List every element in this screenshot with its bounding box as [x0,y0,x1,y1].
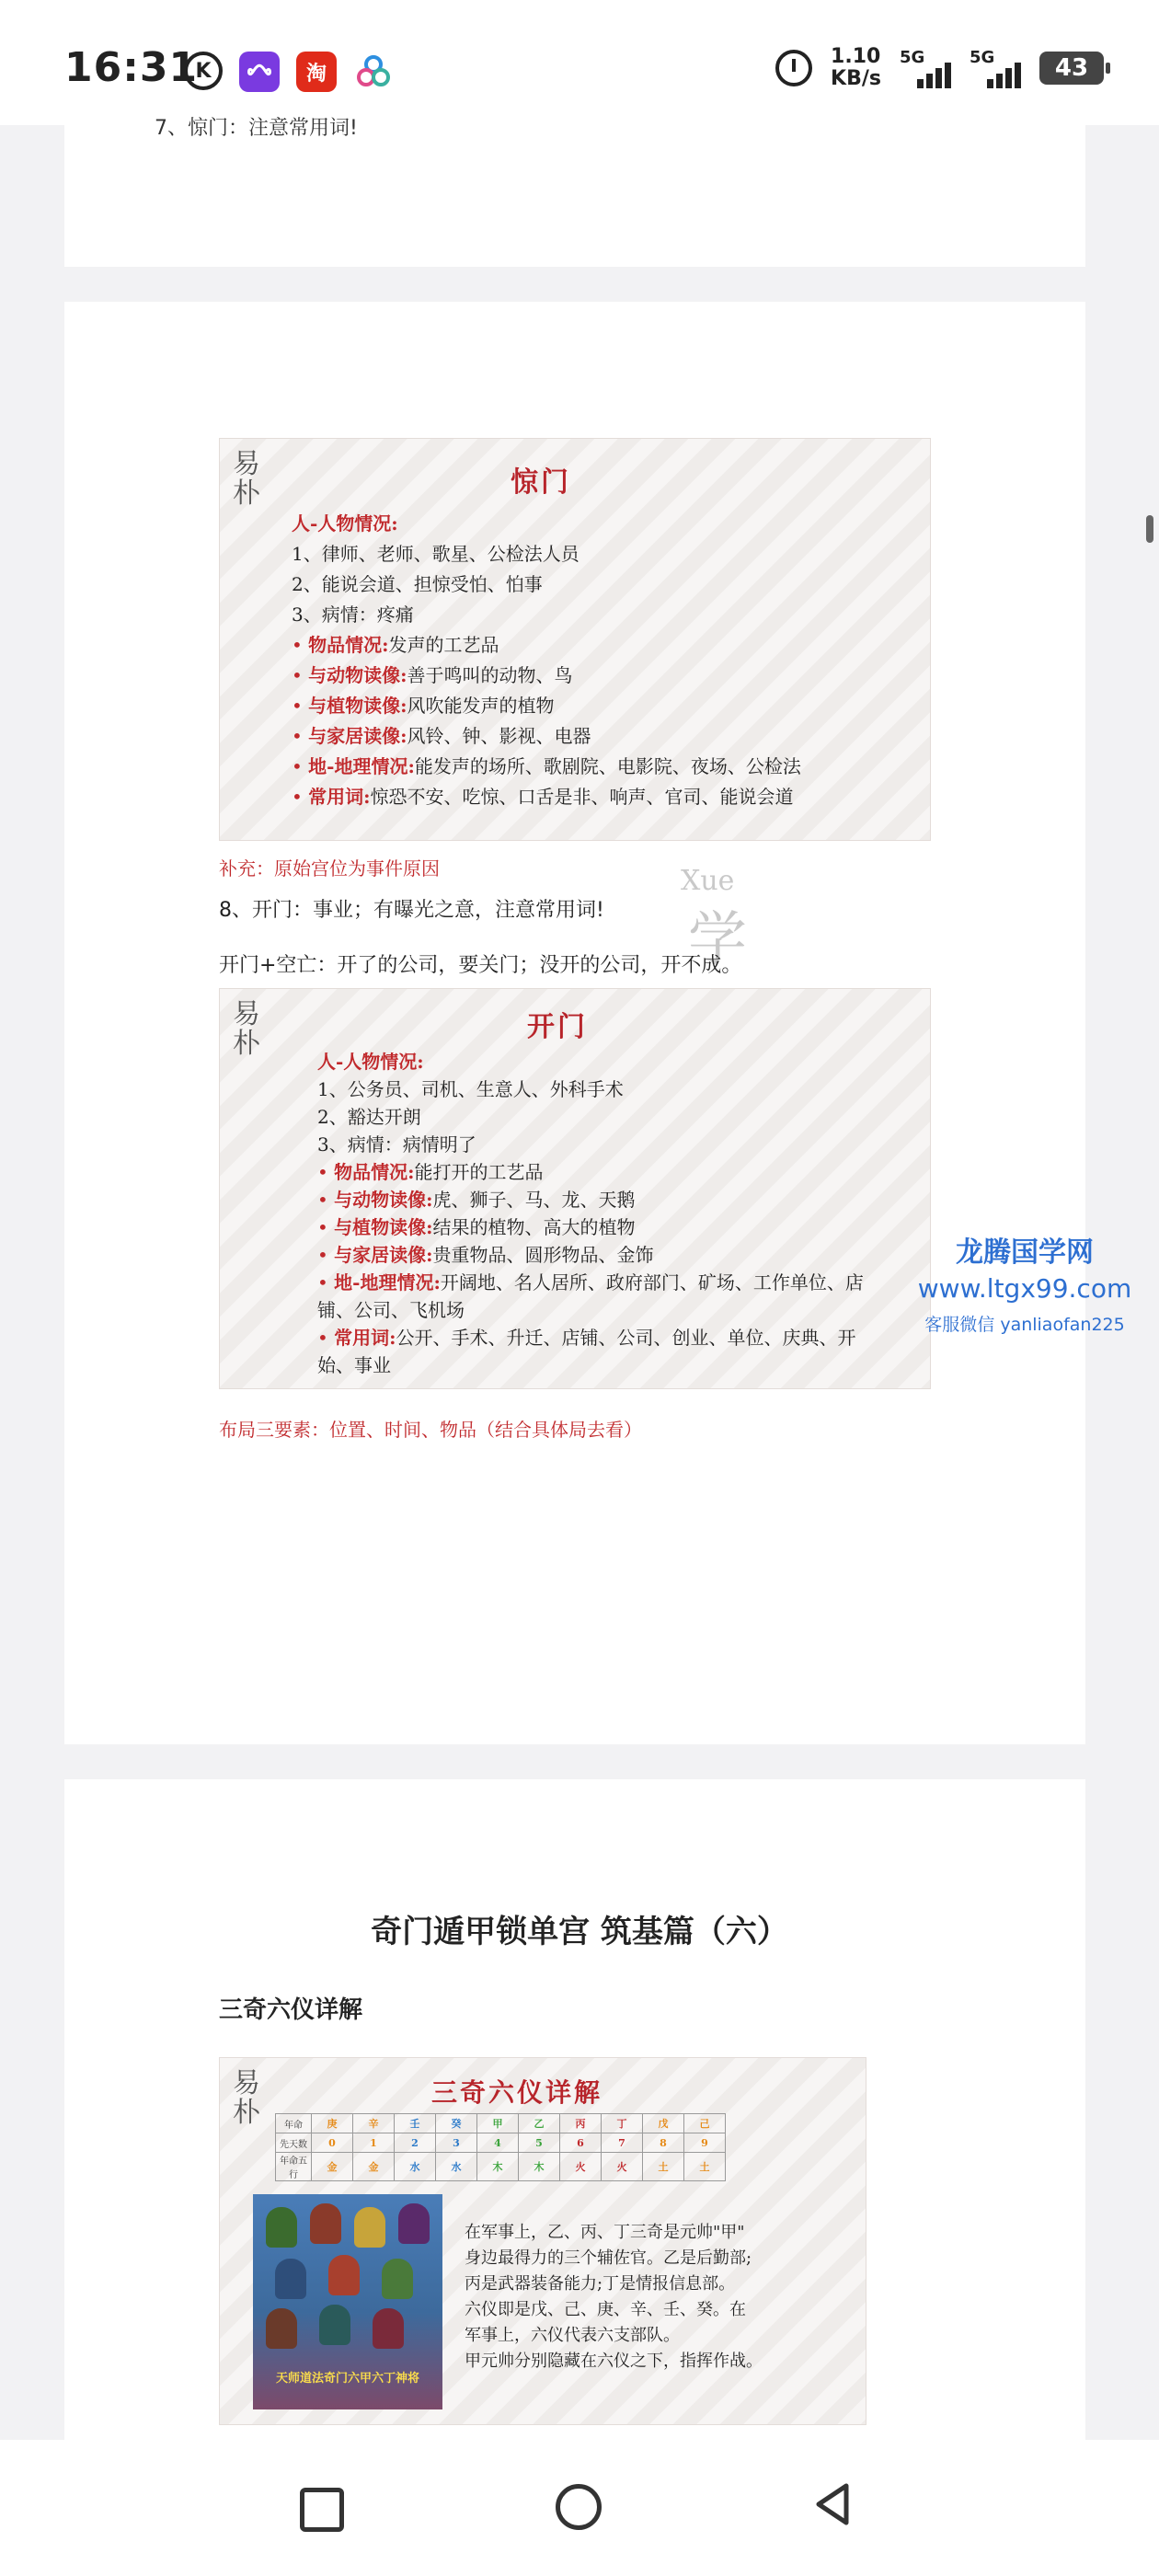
scrollbar-thumb[interactable] [1146,515,1153,543]
clock: 16:31 [64,44,199,91]
alarm-icon [775,50,812,86]
slide-body [292,509,801,812]
slide-item: 3、病情：疼痛 [292,604,414,626]
stems-table [275,2113,726,2181]
navigation-bar [0,2440,1159,2576]
loop-icon [239,52,280,92]
slide-heading: 人-人物情况: [292,512,398,535]
yipu-logo: 易朴 [233,448,260,510]
slide-heading: 人-人物情况: [317,1051,424,1073]
taobao-icon: 淘 [296,52,337,92]
content-card-previous [64,125,1085,267]
status-bar [0,0,1159,125]
layout-elements-note: 布局三要素：位置、时间、物品（结合具体局去看） [219,1419,642,1441]
slide-kaimen[interactable] [219,988,931,1389]
network-speed: 1.10 KB/s [831,45,881,90]
slide-bullet: • 与动物读像:善于鸣叫的动物、鸟 [292,664,573,686]
slide-bullet: • 地-地理情况:能发声的场所、歌剧院、电影院、夜场、公检法 [292,755,801,777]
watermark-latin: Xue [681,865,735,897]
home-icon[interactable] [556,2484,602,2530]
deity-generals-poster [253,2194,442,2409]
table-row: 年命五行 金 金 水 水 木 木 火 火 土 土 [276,2153,726,2181]
signal-5g-1-icon: 5G [900,48,951,88]
slide-bullet: • 与动物读像:虎、狮子、马、龙、天鹅 [317,1189,636,1211]
poster-caption: 天师道法奇门六甲六丁神将 [275,2372,419,2386]
slide-bullet: • 物品情况:能打开的工艺品 [317,1161,544,1183]
paragraph-kaimen: 8、开门：事业；有曝光之意，注意常用词! [219,899,604,922]
slide-bullet: • 地-地理情况:开阔地、名人居所、政府部门、矿场、工作单位、店铺、公司、飞机场 [317,1271,864,1321]
slide-item: 2、豁达开朗 [317,1106,421,1128]
slide-item: 1、公务员、司机、生意人、外科手术 [317,1078,624,1100]
signal-5g-2-icon: 5G [970,48,1021,88]
slide-item: 3、病情：病情明了 [317,1133,476,1156]
slide-bullet: • 物品情况:发声的工艺品 [292,634,499,656]
slide-item: 2、能说会道、担惊受怕、怕事 [292,573,543,595]
site-watermark [905,1229,1144,1336]
slide-bullet: • 常用词:公开、手术、升迁、店铺、公司、创业、单位、庆典、开始、事业 [317,1327,856,1376]
slide-bullet: • 常用词:惊恐不安、吃惊、口舌是非、响声、官司、能说会道 [292,786,794,808]
slide-bullet: • 与家居读像:风铃、钟、影视、电器 [292,725,591,747]
site-url: www.ltgx99.com [917,1273,1132,1304]
battery-icon: 43 [1039,52,1104,85]
paragraph-kaimen-kongwang: 开门+空亡：开了的公司，要关门；没开的公司，开不成。 [219,954,742,977]
yipu-logo: 易朴 [233,998,260,1060]
back-icon[interactable] [809,2480,855,2528]
slide-item: 1、律师、老师、歌星、公检法人员 [292,543,580,565]
yipu-logo: 易朴 [233,2067,260,2129]
slide-body [317,1048,888,1379]
partial-text-line: 7、惊门：注意常用词! [155,117,358,138]
slide-bullet: • 与植物读像:结果的植物、高大的植物 [317,1216,636,1238]
table-row: 先天数 0 1 2 3 4 5 6 7 8 9 [276,2133,726,2153]
table-row: 年命 庚 辛 壬 癸 甲 乙 丙 丁 戊 己 [276,2114,726,2133]
slide-jingmen[interactable] [219,438,931,841]
slide-title: 惊门 [511,466,571,499]
site-contact: 客服微信 yanliaofan225 [924,1315,1125,1335]
slide-bullet: • 与家居读像:贵重物品、圆形物品、金饰 [317,1244,654,1266]
slide-body: 在军事上，乙、丙、丁三奇是元帅"甲" 身边最得力的三个辅佐官。乙是后勤部; 丙是武器装备能力;丁是情报信息部。 六仪即是戊、己、庚、辛、壬、癸。在 军事上，六仪代表六支部队。 甲元帅分别隐藏在六仪之下，指挥作战。 [465,2223,763,2371]
watermark-cjk: 学 [688,906,747,974]
section-title: 三奇六仪详解 [219,1996,363,2024]
article-title: 奇门遁甲锁单宫 筑基篇（六） [371,1914,788,1950]
recent-apps-icon[interactable] [300,2488,344,2532]
supplement-note: 补充：原始宫位为事件原因 [219,857,440,880]
slide-title: 三奇六仪详解 [431,2077,603,2108]
k-icon: K [184,52,223,90]
slide-bullet: • 与植物读像:风吹能发声的植物 [292,695,555,717]
slide-sanqi-liuyi[interactable] [219,2057,866,2425]
flower-icon [353,52,394,92]
slide-title: 开门 [527,1011,588,1043]
site-name: 龙腾国学网 [956,1236,1094,1269]
